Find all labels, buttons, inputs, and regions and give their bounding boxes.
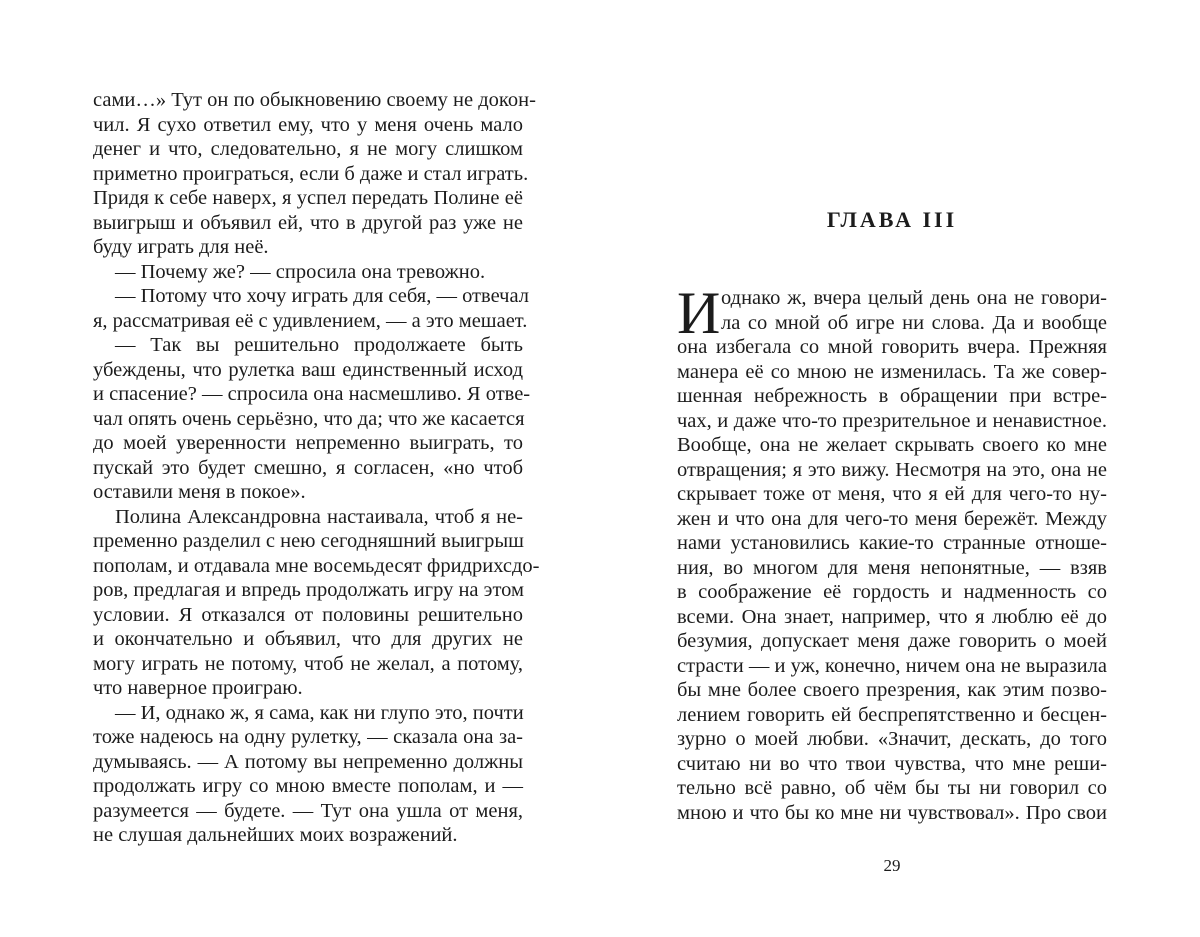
text-line: Полина Александровна настаивала, чтоб я не- — [115, 505, 523, 528]
left-page-text — [93, 88, 540, 848]
text-line: убеждены, что рулетка ваш единственный исход — [93, 358, 523, 381]
text-line: скрывает тоже от меня, что я ей для чего-то ну- — [677, 483, 1107, 505]
text-line: тельно всё равно, об чём бы ты ни говорил со — [677, 777, 1107, 799]
text-line: — Почему же? — спросила она тревожно. — [115, 260, 486, 283]
text-line: пременно разделил с нею сегодняшний выигрыш — [93, 530, 524, 552]
text-line: манера её со мною не изменилась. Та же совер- — [677, 360, 1107, 383]
text-line: шенная небрежность в обращении при встре- — [677, 385, 1107, 407]
text-line: Вообще, она не желает скрывать своего ко мне — [677, 434, 1107, 456]
text-line: оставили меня в покое». — [93, 481, 306, 503]
text-line: не слушая дальнейших моих возражений. — [93, 824, 458, 846]
chapter-title: ГЛАВА III — [826, 207, 958, 232]
text-line: и спасение? — спросила она насмешливо. Я отве- — [93, 383, 531, 405]
text-line: мною и что бы ко мне ни чувствовал». Про свои — [677, 801, 1107, 824]
text-line: чах, и даже что-то презрительное и ненавистное. — [677, 409, 1107, 432]
text-line: всеми. Она знает, например, что я люблю её до — [677, 605, 1107, 628]
text-line: думываясь. — А потому вы непременно должны — [93, 750, 523, 773]
drop-cap: И — [677, 280, 721, 346]
text-line: лением говорить ей беспрепятственно и бесцен- — [677, 703, 1107, 726]
text-line: считаю ни во что твои чувства, что мне реши- — [677, 752, 1107, 775]
text-line: я, рассматривая её с удивлением, — а это мешает. — [93, 309, 528, 332]
text-line: сами…» Тут он по обыкновению своему не докон- — [93, 89, 536, 111]
text-line: — Потому что хочу играть для себя, — отвечал — [115, 285, 529, 307]
text-line: чал опять очень серьёзно, что да; что же касается — [93, 407, 525, 430]
text-line: безумия, допускает меня даже говорить о моей — [677, 630, 1107, 652]
text-line: Придя к себе наверх, я успел передать Полине её — [93, 187, 523, 209]
text-line: продолжать игру со мною вместе пополам, и — — [93, 775, 523, 797]
text-line: бы мне более своего презрения, как этим позво- — [677, 679, 1107, 701]
text-line: что наверное проиграю. — [93, 677, 303, 699]
text-line: однако ж, вчера целый день она не говори- — [721, 287, 1107, 309]
text-line: — И, однако ж, я сама, как ни глупо это, почти — [115, 701, 524, 724]
text-line: пополам, и отдавала мне восемьдесят фридрихсдо- — [93, 554, 540, 577]
text-line: жен и что она для чего-то меня бережёт. Между — [677, 507, 1107, 530]
text-line: зурно о моей любви. «Значит, дескать, до того — [677, 728, 1107, 750]
text-line: и окончательно и объявил, что для других не — [93, 628, 523, 650]
text-line: условии. Я отказался от половины решительно — [93, 603, 523, 626]
text-line: страсти — и уж, конечно, ничем она не выразила — [677, 654, 1107, 677]
text-line: выигрыш и объявил ей, что в другой раз уже не — [93, 211, 523, 234]
text-line: тоже надеюсь на одну рулетку, — сказала она за- — [93, 726, 523, 748]
text-line: отвращения; я это вижу. Несмотря на это, она не — [677, 458, 1107, 481]
page-number: 29 — [883, 856, 901, 875]
text-line: ния, во многом для меня непонятные, — взяв — [677, 556, 1107, 579]
right-page-text — [677, 280, 1107, 825]
text-line: приметно проиграться, если б даже и стал играть. — [93, 162, 529, 185]
left-page — [93, 88, 540, 848]
text-line: ла со мной об игре ни слова. Да и вообще — [721, 311, 1107, 334]
text-line: денег и что, следовательно, я не могу слишком — [93, 138, 523, 160]
text-line: до моей уверенности непременно выиграть, то — [93, 432, 523, 454]
text-line: ров, предлагая и впредь продолжать игру на этом — [93, 579, 524, 601]
text-line: разумеется — будете. — Тут она ушла от меня, — [93, 799, 523, 822]
text-line: буду играть для неё. — [93, 236, 269, 258]
text-line: чил. Я сухо ответил ему, что у меня очень мало — [93, 113, 523, 136]
text-line: нами установились какие-то странные отноше- — [677, 532, 1107, 554]
text-line: могу играть не потому, чтоб не желал, а потому, — [93, 652, 523, 675]
text-line: — Так вы решительно продолжаете быть — [115, 334, 523, 356]
text-line: она избегала со мной говорить вчера. Прежняя — [677, 336, 1107, 358]
text-line: в соображение её гордость и надменность со — [677, 581, 1107, 603]
text-line: пускай это будет смешно, я согласен, «но чтоб — [93, 456, 523, 479]
